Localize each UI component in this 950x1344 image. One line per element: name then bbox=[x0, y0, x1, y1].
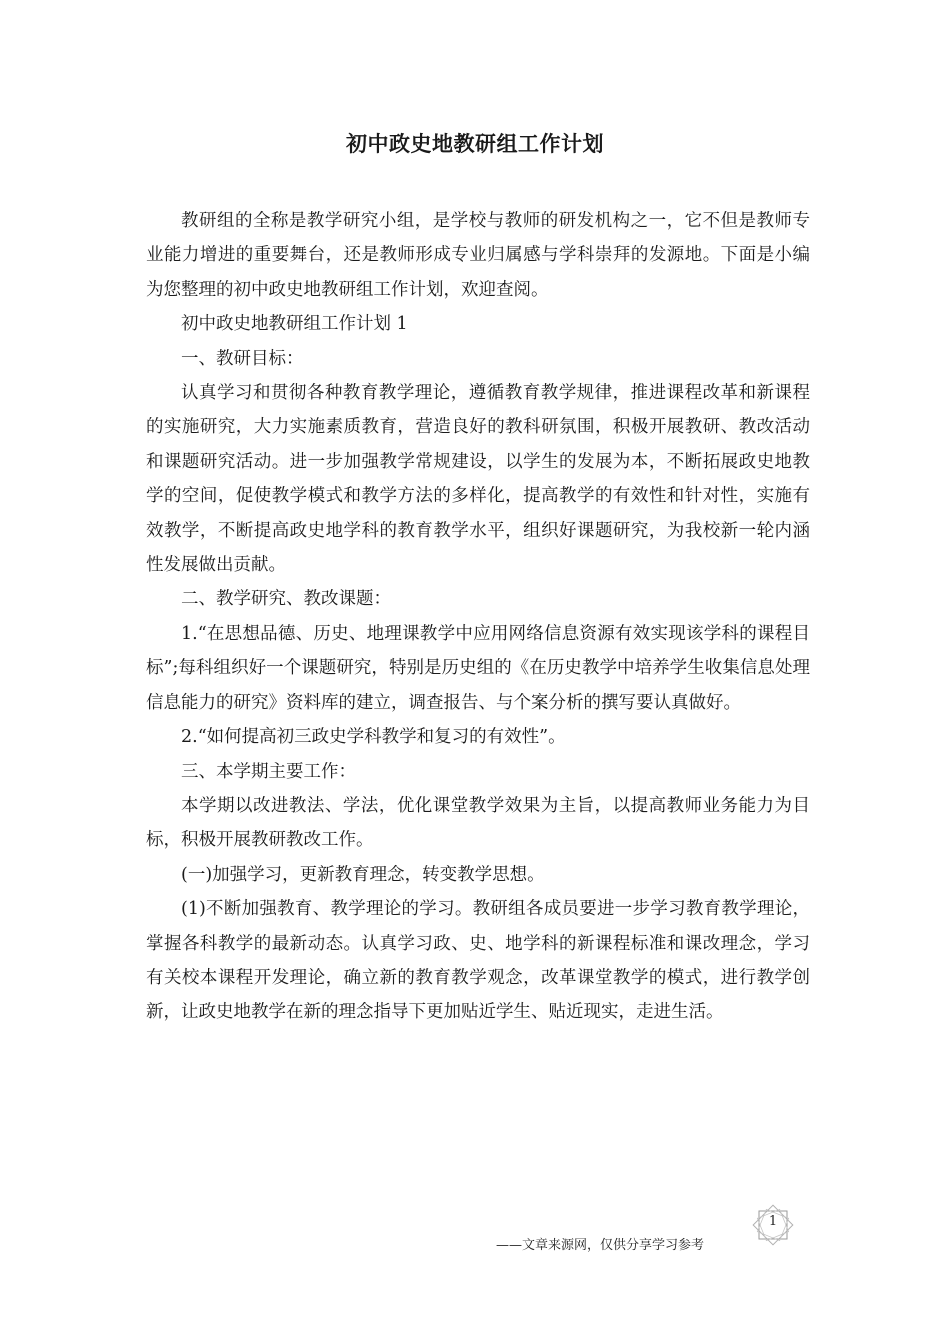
paragraph-goals: 认真学习和贯彻各种教育教学理论，遵循教育教学规律，推进课程改革和新课程的实施研究，大力实施素质教育，营造良好的教科研氛围，积极开展教研、教改活动和课题研究活动。进一步加强教学常规建设，以学生的发展为本，不断拓展政史地教学的空间，促使教学模式和教学方法的多样化，提高教学的有效性和针对性，实施有效教学，不断提高政史地学科的教育教学水平，组织好课题研究，为我校新一轮内涵性发展做出贡献。 bbox=[146, 383, 810, 576]
section-heading-research: 二、教学研究、教改课题： bbox=[181, 589, 391, 610]
paragraph-study-1: (1)不断加强教育、教学理论的学习。教研组各成员要进一步学习教育教学理论，掌握各科教学的最新动态。认真学习政、史、地学科的新课程标准和课改理念，学习有关校本课程开发理论，确立新的教育教学观念，改革课堂教学的模式，进行教学创新，让政史地教学在新的理念指导下更加贴近学生、贴近现实，走进生活。 bbox=[146, 899, 810, 1023]
section-heading-plan-1: 初中政史地教研组工作计划 1 bbox=[181, 314, 408, 335]
paragraph-intro: 教研组的全称是教学研究小组，是学校与教师的研发机构之一，它不但是教师专业能力增进的重要舞台，还是教师形成专业归属感与学科崇拜的发源地。下面是小编为您整理的初中政史地教研组工作计划，欢迎查阅。 bbox=[146, 211, 810, 300]
paragraph-research-2: 2.“如何提高初三政史学科教学和复习的有效性”。 bbox=[181, 727, 566, 748]
subheading-study: (一)加强学习，更新教育理念，转变教学思想。 bbox=[181, 864, 545, 885]
page-number: 1 bbox=[768, 1214, 778, 1229]
footer-source-note: ——文章来源网，仅供分享学习参考 bbox=[496, 1238, 705, 1253]
section-heading-goals: 一、教研目标： bbox=[181, 348, 304, 369]
paragraph-main-work: 本学期以改进教法、学法，优化课堂教学效果为主旨，以提高教师业务能力为目标，积极开展教研教改工作。 bbox=[146, 795, 810, 851]
document-title: 初中政史地教研组工作计划 bbox=[346, 132, 604, 156]
section-heading-main-work: 三、本学期主要工作： bbox=[181, 761, 356, 782]
document-body bbox=[146, 204, 810, 1030]
paragraph-research-1: 1.“在思想品德、历史、地理课教学中应用网络信息资源有效实现该学科的课程目标”;每科组织好一个课题研究，特别是历史组的《在历史教学中培养学生收集信息处理信息能力的研究》资料库的建立，调查报告、与个案分析的撰写要认真做好。 bbox=[146, 623, 810, 713]
